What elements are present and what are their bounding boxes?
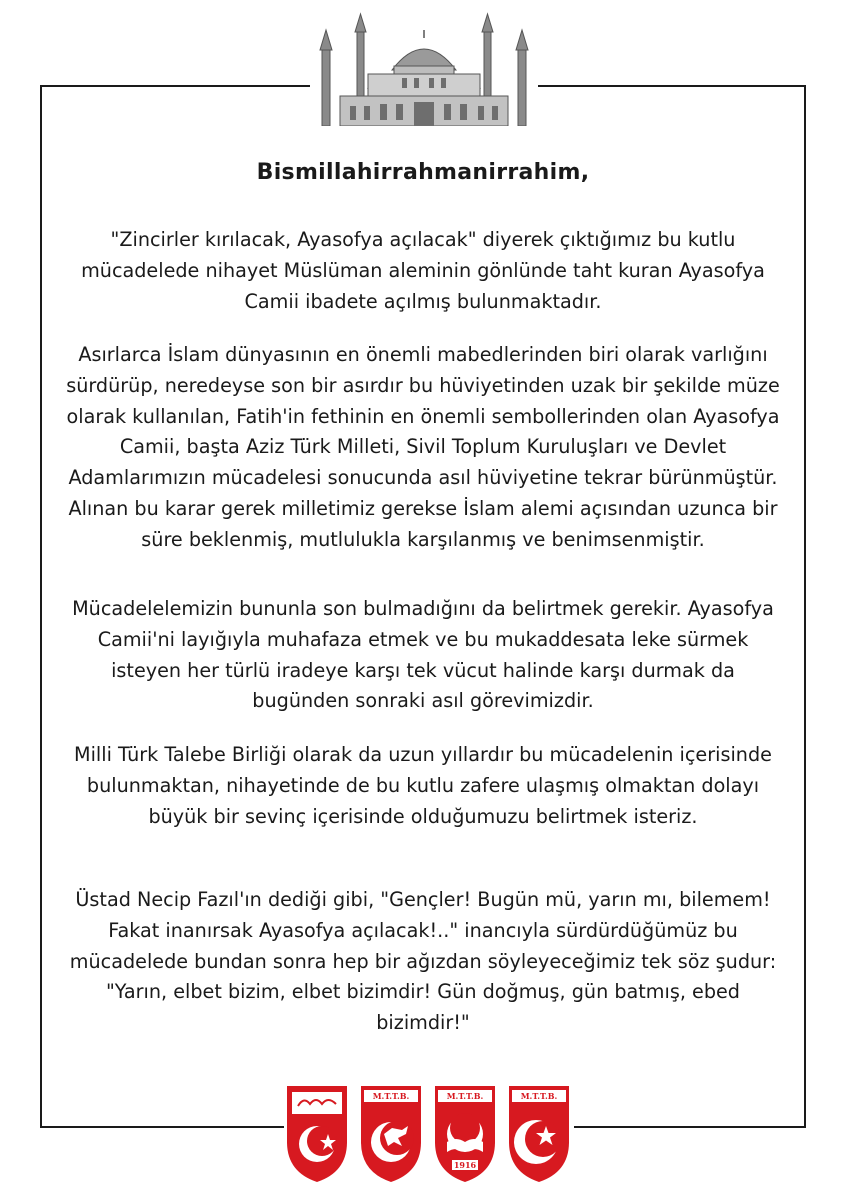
mttb-logos-row (284, 1084, 574, 1184)
paragraph-3: Mücadelelemizin bununla son bulmadığını da belirtmek gerekir. Ayasofya Camii'ni layığıyla muhafaza etmek ve bu mukaddesata leke sürmek isteyen her türlü iradeye karşı tek vücut halinde karşı durmak da bugünden sonraki asıl görevimizdir. (72, 597, 774, 713)
paragraph-1: "Zincirler kırılacak, Ayasofya açılacak" diyerek çıktığımız bu kutlu mücadelede nihayet Müslüman aleminin gönlünde taht kuran Ayasofya Camii ibadete açılmış bulunmaktadır. (81, 228, 765, 313)
document-title: Bismillahirrahmanirrahim, (256, 160, 590, 185)
svg-text:M.T.T.B.: M.T.T.B. (520, 1091, 558, 1101)
mttb-crescent-wolf-emblem-icon (358, 1084, 424, 1184)
mttb-crescent-book-emblem-icon (432, 1084, 498, 1184)
hagia-sophia-mosque-icon (310, 10, 538, 132)
paragraph-4: Milli Türk Talebe Birliği olarak da uzun yıllardır bu mücadelenin içerisinde bulunmaktan, nihayetinde de bu kutlu zafere ulaşmış olmaktan dolayı büyük bir sevinç içerisinde olduğumuzu belirtmek isteriz. (74, 743, 772, 828)
mttb-crescent-star-emblem-icon (506, 1084, 572, 1184)
svg-text:1916: 1916 (453, 1160, 477, 1170)
paragraph-5: Üstad Necip Fazıl'ın dediği gibi, "Gençler! Bugün mü, yarın mı, bilemem! Fakat inanırsak Ayasofya açılacak!.." inancıyla sürdürdüğümüz bu mücadelede bundan sonra hep bir ağızdan söyleyeceğimiz tek söz şudur: "Yarın, elbet bizim, elbet bizimdir! Gün doğmuş, gün batmış, ebed bizimdir!" (69, 888, 777, 1035)
svg-text:M.T.T.B.: M.T.T.B. (446, 1091, 484, 1101)
ottoman-calligraphy-crescent-emblem-icon (284, 1084, 350, 1184)
paragraph-2: Asırlarca İslam dünyasının en önemli mabedlerinden biri olarak varlığını sürdürüp, neredeyse son bir asırdır bu hüviyetinden uzak bir şekilde müze olarak kullanılan, Fatih'in fethinin en önemli sembollerinden olan Ayasofya Camii, başta Aziz Türk Milleti, Sivil Toplum Kuruluşları ve Devlet Adamlarımızın mücadelesi sonucunda asıl hüviyetine tekrar bürünmüştür. Alınan bu karar gerek milletimiz gerekse İslam alemi açısından uzunca bir süre beklenmiş, mutlulukla karşılanmış ve benimsenmiştir. (66, 343, 780, 551)
svg-text:M.T.T.B.: M.T.T.B. (372, 1091, 410, 1101)
